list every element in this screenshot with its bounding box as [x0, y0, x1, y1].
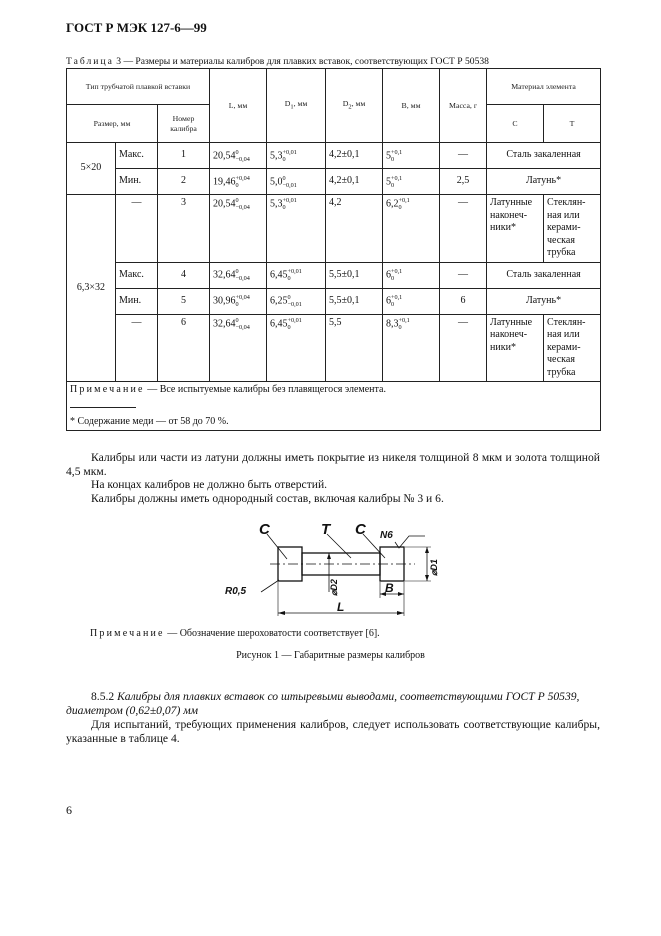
figure-note	[90, 628, 380, 639]
calibers-table	[66, 68, 601, 431]
page-number: 6	[66, 803, 72, 817]
material-t-cell: Стеклян-ная или керами-ческая трубка	[544, 314, 601, 382]
table-row	[67, 314, 601, 382]
roughness-icon	[395, 536, 425, 548]
l-cell: 19,46 +0,04 0	[210, 169, 267, 195]
table-row	[67, 288, 601, 314]
caliber-drawing	[225, 520, 440, 622]
label-b: B	[385, 581, 394, 595]
header-type: Тип трубчатой плавкой вставки	[67, 69, 210, 105]
mass-cell: 2,5	[440, 169, 487, 195]
footnote: * Содержание меди — от 58 до 70 %.	[70, 415, 229, 427]
material-cell: Латунь*	[487, 288, 601, 314]
b-cell: 5 +0,1 0	[383, 169, 440, 195]
d2-cell: 5,5	[326, 314, 383, 382]
section-text: Для испытаний, требующих применения калибров, следует использовать соответствующие калибры, указанные в таблице 4.	[66, 718, 600, 745]
table-caption-text: 3 — Размеры и материалы калибров для плавких вставок, соответствующих ГОСТ Р 50538	[113, 56, 489, 67]
b-cell: 6 +0,1 0	[383, 262, 440, 288]
table-caption-label: Таблица	[66, 56, 114, 67]
figure-note-text: — Обозначение шероховатости соответствует [6].	[164, 628, 380, 639]
d1-cell: 5,3 +0,01 0	[267, 143, 326, 169]
limit-cell: Макс.	[116, 262, 158, 288]
label-d1: ⌀D1	[429, 559, 439, 576]
b-cell: 6 +0,1 0	[383, 288, 440, 314]
d2-cell: 4,2	[326, 195, 383, 263]
mass-cell: —	[440, 143, 487, 169]
note-label: Примечание	[70, 384, 145, 395]
header-b: B, мм	[383, 69, 440, 143]
figure-note-label: Примечание	[90, 628, 165, 639]
section-8-5-2	[66, 690, 600, 746]
limit-cell: Мин.	[116, 288, 158, 314]
header-d2: $D_2$, мм	[326, 69, 383, 143]
table-row	[67, 143, 601, 169]
number-cell: 4	[158, 262, 210, 288]
table-row	[67, 262, 601, 288]
section-number: 8.5.2	[91, 690, 115, 703]
note-text: — Все испытуемые калибры без плавящегося элемента.	[144, 384, 386, 395]
limit-cell: Макс.	[116, 143, 158, 169]
body-paragraph-3: Калибры должны иметь однородный состав, включая калибры № 3 и 6.	[91, 492, 444, 505]
header-c: С	[487, 105, 544, 143]
table-row	[67, 169, 601, 195]
d1-cell: 5,3 +0,01 0	[267, 195, 326, 263]
d2-cell: 4,2±0,1	[326, 143, 383, 169]
d2-cell: 4,2±0,1	[326, 169, 383, 195]
header-d1: $D_1$, мм	[267, 69, 326, 143]
mass-cell: 6	[440, 288, 487, 314]
material-t-cell: Стеклян-ная или керами-ческая трубка	[544, 195, 601, 263]
b-cell: 8,3 +0,1 0	[383, 314, 440, 382]
limit-cell: Мин.	[116, 169, 158, 195]
header-t: Т	[544, 105, 601, 143]
l-cell: 30,96 +0,04 0	[210, 288, 267, 314]
group-size-6-3x32: 6,3×32	[67, 195, 116, 382]
label-r: R0,5	[225, 586, 247, 597]
label-roughness: N6	[380, 530, 393, 541]
material-cell: Сталь закаленная	[487, 262, 601, 288]
b-cell: 5 +0,1 0	[383, 143, 440, 169]
header-number: Номер калибра	[158, 105, 210, 143]
material-c-cell: Латунные наконеч-ники*	[487, 314, 544, 382]
label-t: T	[321, 521, 331, 538]
mass-cell: —	[440, 195, 487, 263]
footnote-rule	[70, 407, 136, 408]
body-paragraph-1: Калибры или части из латуни должны иметь покрытие из никеля толщиной 8 мкм и золота толщиной 4,5 мкм.	[66, 451, 600, 478]
label-l: L	[337, 600, 345, 614]
figure-caption: Рисунок 1 — Габаритные размеры калибров	[236, 650, 425, 661]
mass-cell: —	[440, 314, 487, 382]
material-cell: Сталь закаленная	[487, 143, 601, 169]
leader-t	[327, 534, 351, 558]
leader-r	[261, 580, 279, 592]
b-cell: 6,2 +0,1 0	[383, 195, 440, 263]
header-mass: Масса, г	[440, 69, 487, 143]
l-cell: 20,54 0 −0,04	[210, 195, 267, 263]
limit-cell: —	[116, 314, 158, 382]
table-row	[67, 195, 601, 263]
group-size-5x20: 5×20	[67, 143, 116, 195]
number-cell: 6	[158, 314, 210, 382]
d2-cell: 5,5±0,1	[326, 288, 383, 314]
d1-cell: 6,45 +0,01 0	[267, 262, 326, 288]
d2-cell: 5,5±0,1	[326, 262, 383, 288]
table-caption	[66, 56, 489, 67]
d1-cell: 6,25 0 −0,01	[267, 288, 326, 314]
label-d2: ⌀D2	[329, 579, 339, 596]
d1-cell: 5,0 0 −0,01	[267, 169, 326, 195]
header-material: Материал элемента	[487, 69, 601, 105]
number-cell: 3	[158, 195, 210, 263]
header-size: Размер, мм	[67, 105, 158, 143]
number-cell: 2	[158, 169, 210, 195]
d1-cell: 6,45 +0,01 0	[267, 314, 326, 382]
l-cell: 32,64 0 −0,04	[210, 314, 267, 382]
section-title: Калибры для плавких вставок со штыревыми выводами, соответствующими ГОСТ Р 50539, диаметром (0,62±0,07) мм	[66, 690, 580, 717]
header-l: L, мм	[210, 69, 267, 143]
number-cell: 5	[158, 288, 210, 314]
l-cell: 32,64 0 −0,04	[210, 262, 267, 288]
material-c-cell: Латунные наконеч-ники*	[487, 195, 544, 263]
number-cell: 1	[158, 143, 210, 169]
l-cell: 20,54 0 −0,04	[210, 143, 267, 169]
table-note	[67, 382, 601, 431]
document-header: ГОСТ Р МЭК 127-6—99	[66, 20, 207, 35]
mass-cell: —	[440, 262, 487, 288]
body-paragraph-2: На концах калибров не должно быть отверстий.	[91, 478, 328, 491]
material-cell: Латунь*	[487, 169, 601, 195]
label-c-right: C	[355, 521, 366, 538]
label-c-left: C	[259, 521, 270, 538]
limit-cell: —	[116, 195, 158, 263]
